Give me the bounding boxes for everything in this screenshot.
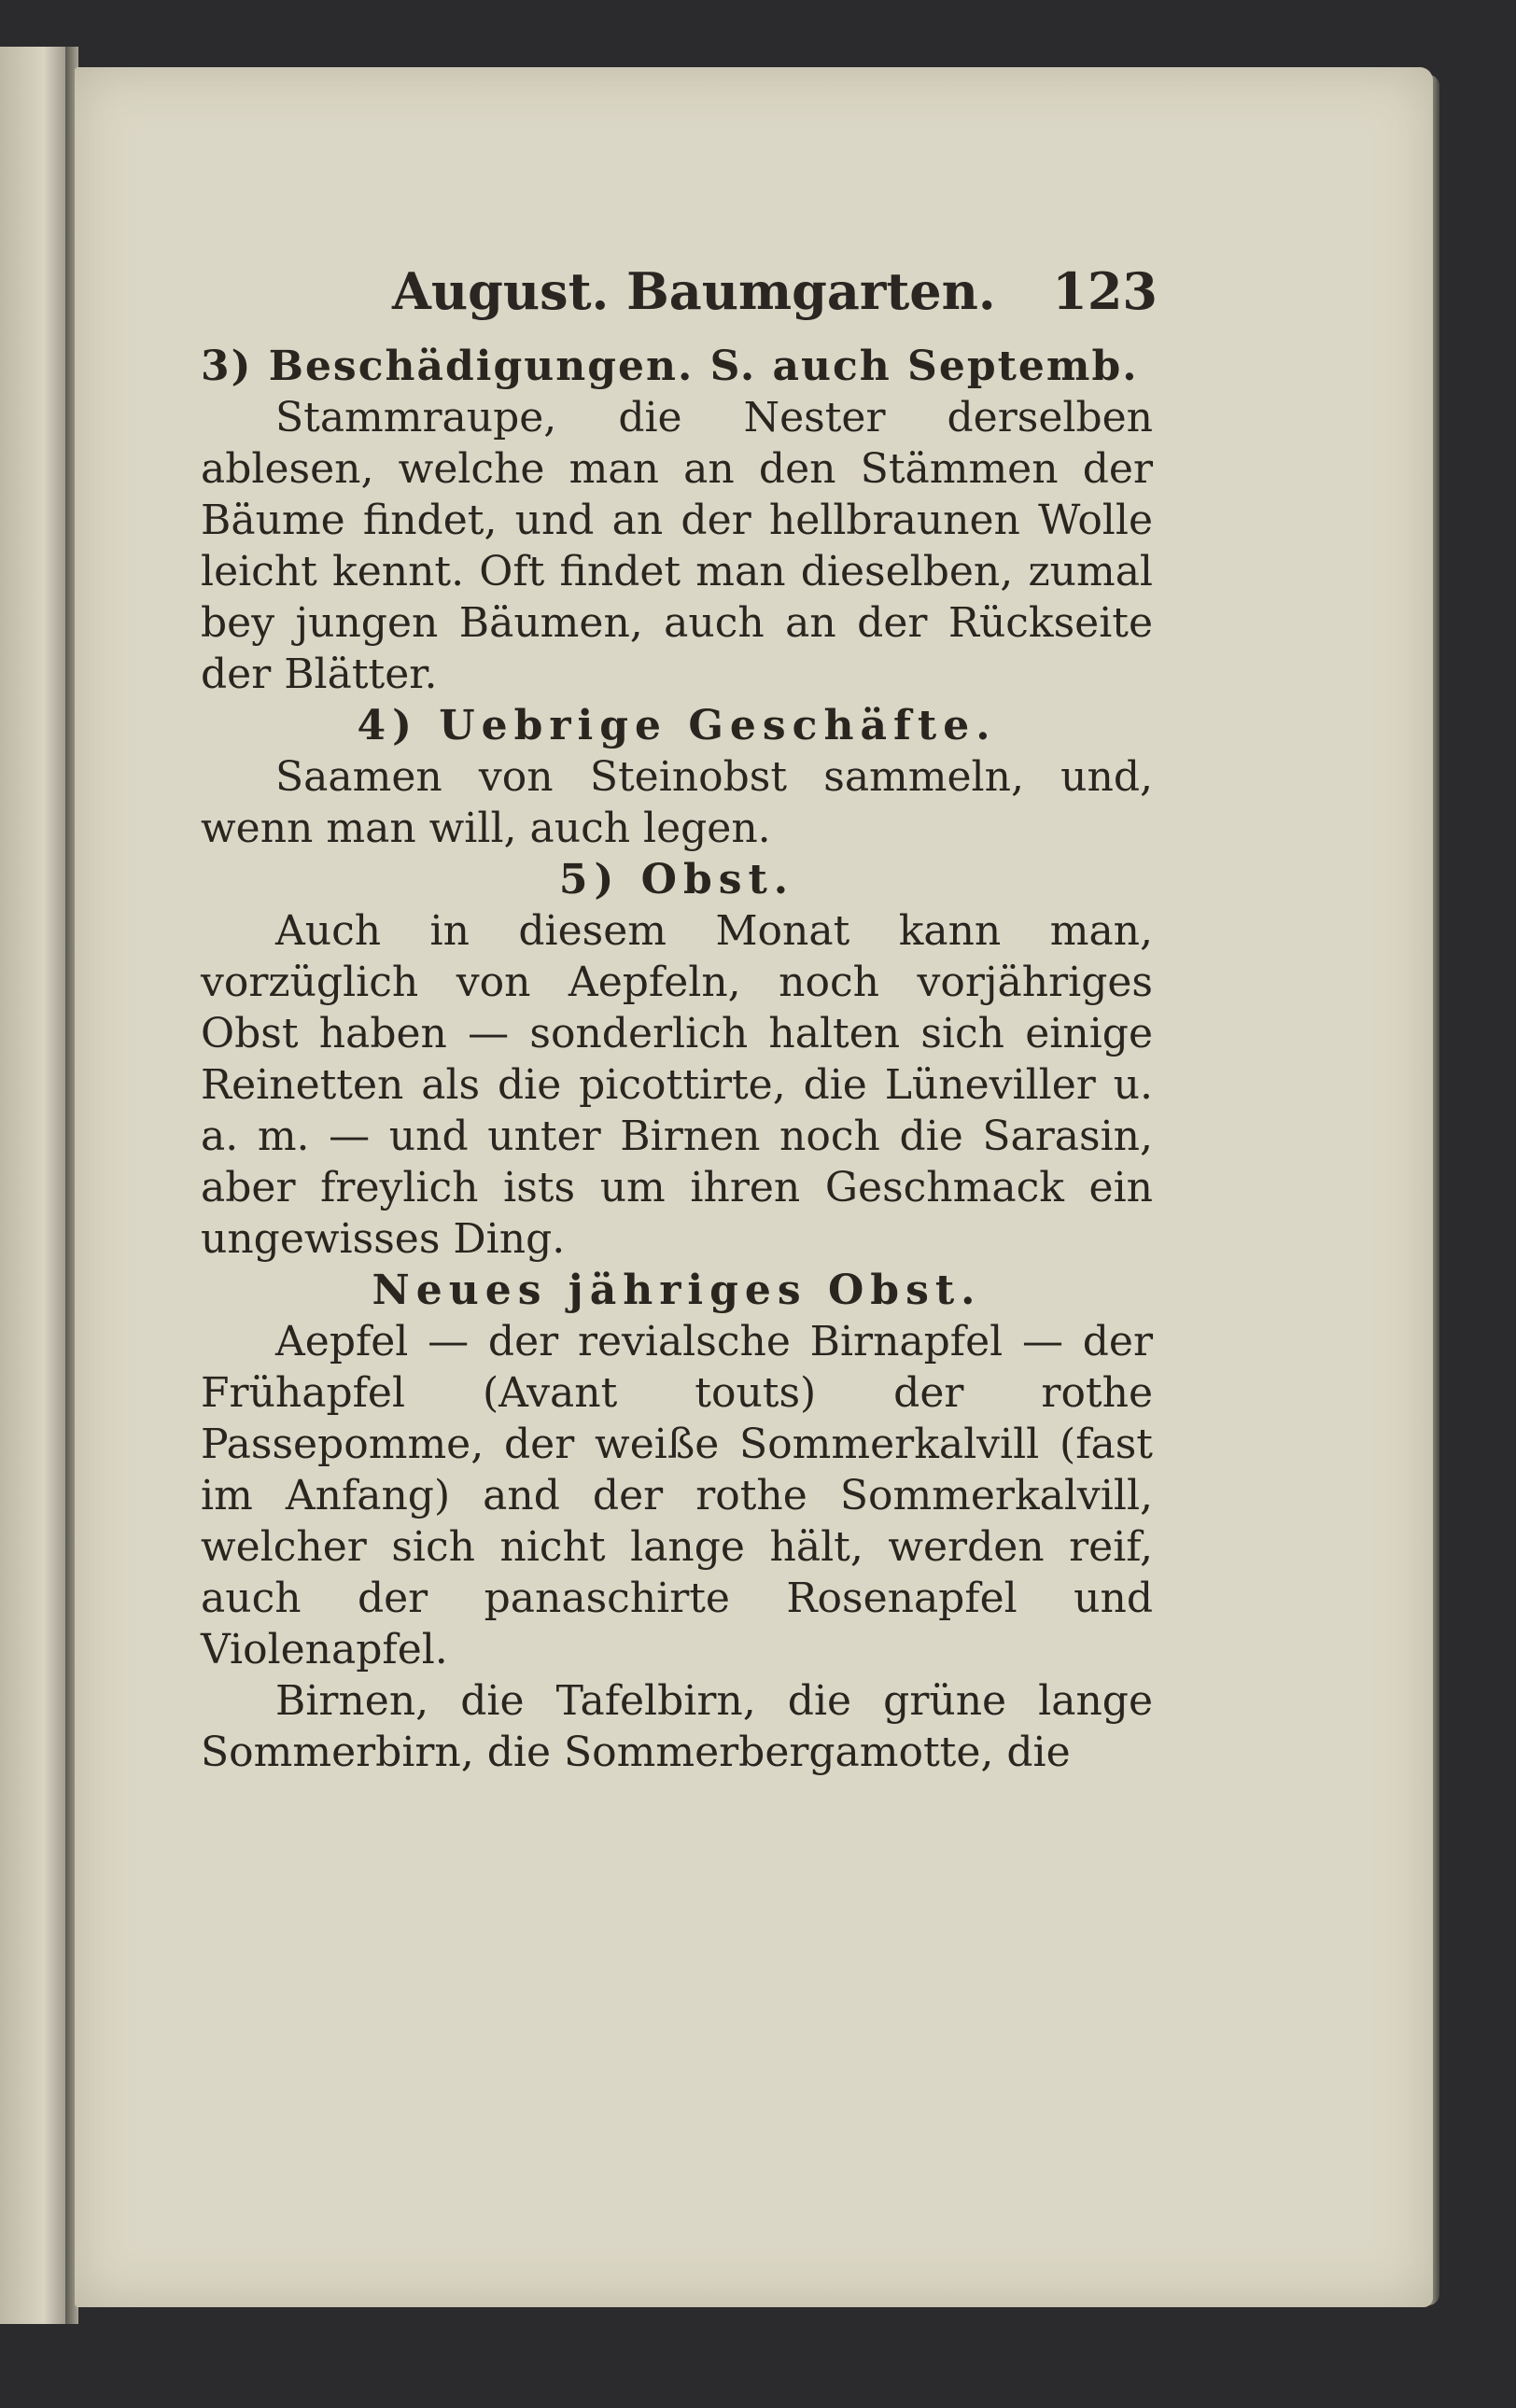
- section-heading-damages: 3) Beschädigungen. S. auch Septemb.: [201, 343, 1139, 390]
- section-heading-new-fruit: Neues jähriges Obst.: [372, 1267, 982, 1314]
- section-heading-fruit: 5) Obst.: [558, 856, 795, 903]
- page-header: [392, 261, 1158, 336]
- running-title: August. Baumgarten.: [392, 261, 996, 321]
- page-text: [201, 341, 1153, 1778]
- section-heading-other-tasks: 4) Uebrige Geschäfte.: [357, 702, 997, 749]
- facing-page-edge: [0, 47, 73, 2324]
- page-number: 123: [1052, 261, 1158, 321]
- paragraph-saamen: Saamen von Steinobst sammeln, und, wenn man will, auch legen.: [201, 753, 1153, 852]
- paragraph-birnen: Birnen, die Tafelbirn, die grüne lange Sommerbirn, die Sommerbergamotte, die: [201, 1677, 1153, 1776]
- paragraph-stammraupe: Stammraupe, die Nester derselben ablesen, welche man an den Stämmen der Bäume findet, und an der hellbraunen Wolle leicht kennt. Oft findet man dieselben, zumal bey jungen Bäumen, auch an der Rückseite der Blätter.: [201, 394, 1153, 698]
- paragraph-fruit: Auch in diesem Monat kann man, vorzüglich von Aepfeln, noch vorjähriges Obst haben — sonderlich halten sich einige Reinetten als die picottirte, die Lüneviller u. a. m. — und unter Birnen noch die Sarasin, aber freylich ists um ihren Geschmack ein ungewisses Ding.: [201, 907, 1153, 1263]
- paragraph-aepfel: Aepfel — der revialsche Birnapfel — der Frühapfel (Avant touts) der rothe Passepomme, der weiße Sommerkalvill (fast im Anfang) and der rothe Sommerkalvill, welcher sich nicht lange hält, werden reif, auch der panaschirte Rosenapfel und Violenapfel.: [201, 1318, 1153, 1673]
